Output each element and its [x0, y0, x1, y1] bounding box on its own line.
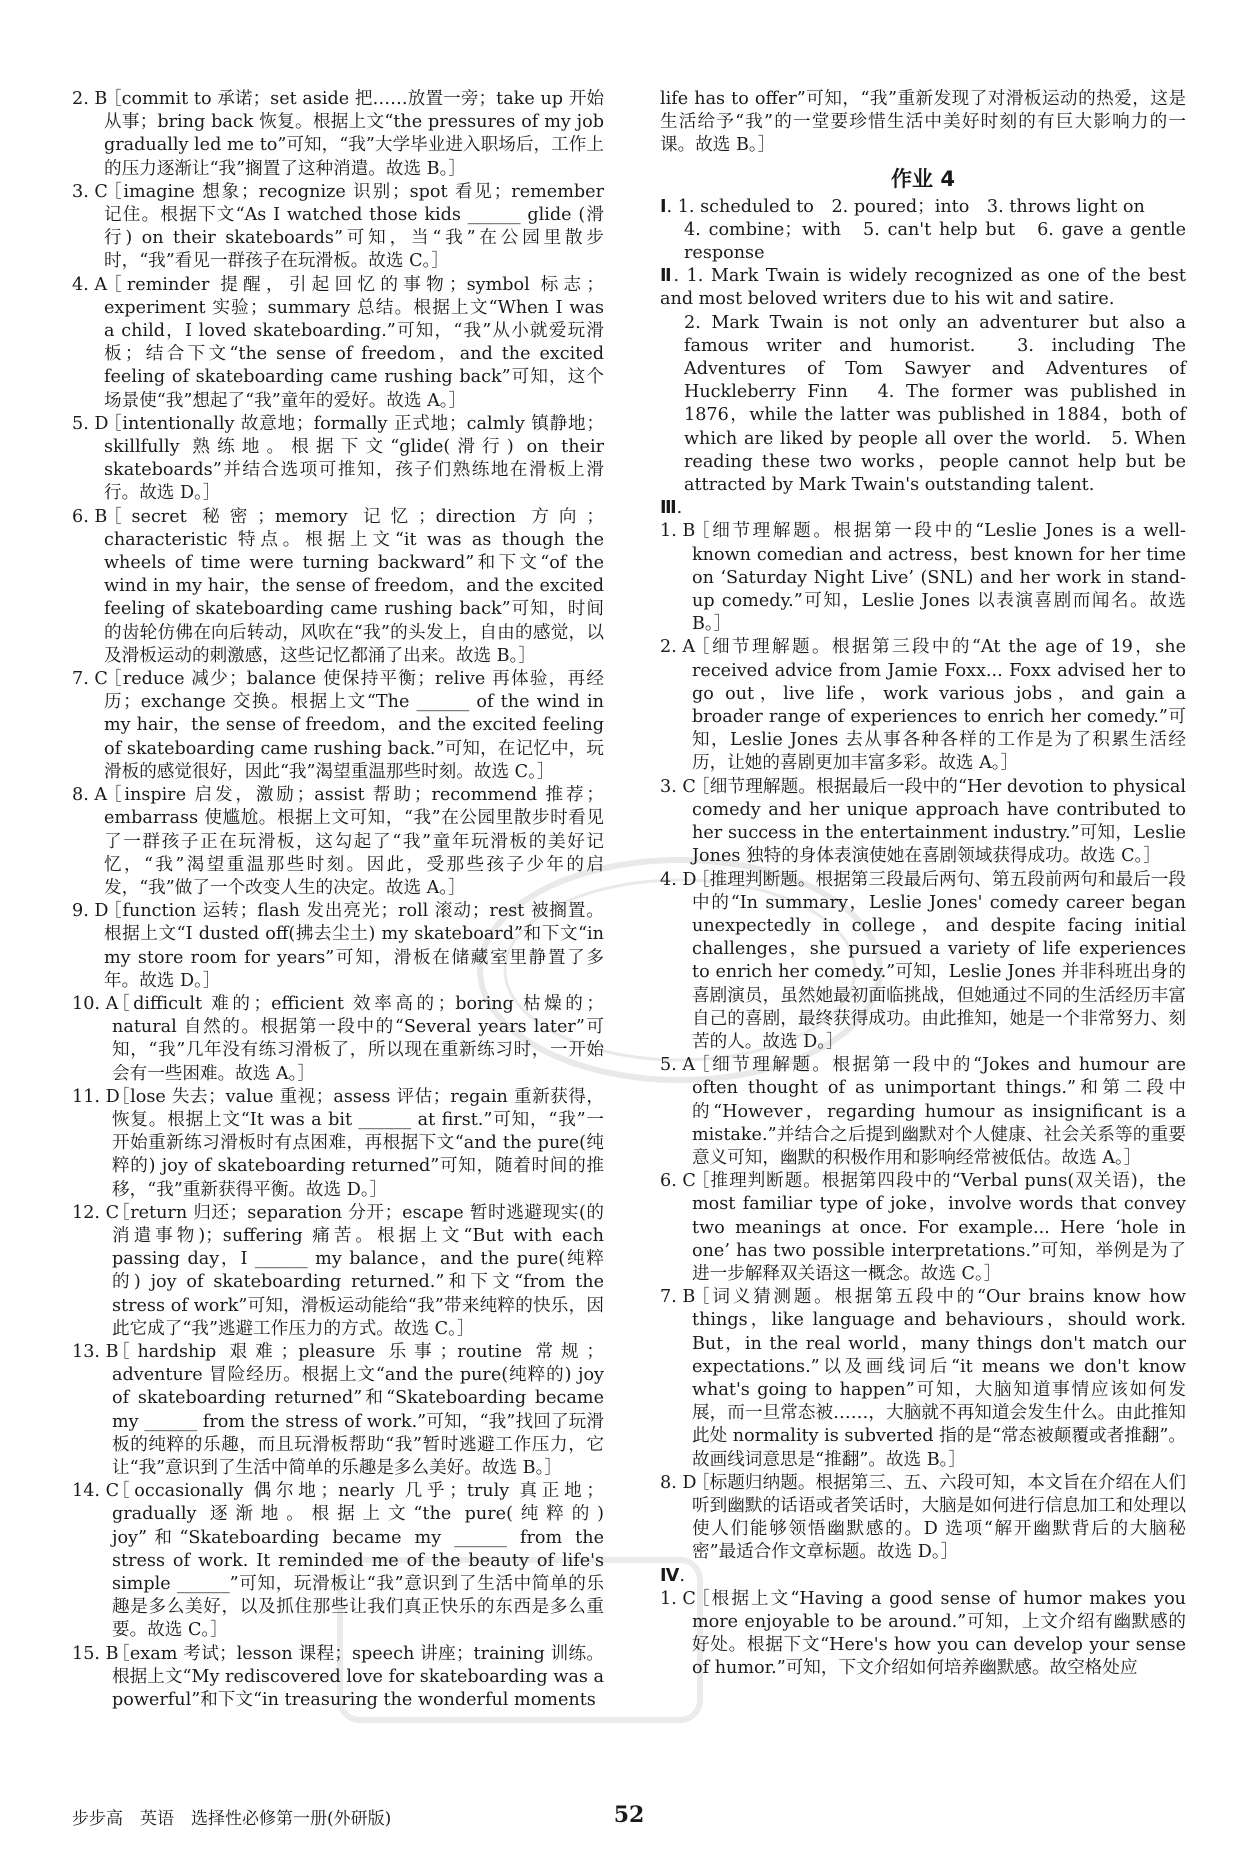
answer-explanation: ［细节理解题。根据第三段中的“At the age of 19，she received advice from Jamie Foxx... Foxx advised her to go out，live life，work various jobs，and gain a broader range of experiences to enrich her comedy.”可知，Leslie Jones 去从事各种各样的工作是为了积累生活经历，让她的喜剧更加丰富多彩。故选 A。］: [692, 637, 1186, 774]
answer-item: [72, 1341, 604, 1480]
answer-number: 12. C: [72, 1202, 120, 1223]
answer-item: [660, 776, 1186, 869]
answer-number: 10. A: [72, 993, 119, 1014]
answer-explanation: ［推理判断题。根据第三段最后两句、第五段前两句和最后一段中的“In summary，Leslie Jones' comedy career began unexpectedly in college，and despite facing initial challenges，she pursued a variety of life experiences to enrich her comedy.”可知，Leslie Jones 并非科班出身的喜剧演员，虽然她最初面临挑战，但她通过不同的生活经历丰富自己的喜剧，最终获得成功。由此推知，她是一个非常努力、刻苦的人。故选 D。］: [692, 869, 1186, 1052]
answer-explanation: ［推理判断题。根据第四段中的“Verbal puns(双关语)，the most familiar type of joke，involve words that convey two meanings at once. For example... Here ‘hole in one’ has two possible interpretations.”可知，举例是为了进一步解释双关语这一概念。故选 C。］: [692, 1171, 1186, 1284]
section-heading: 作业 4: [891, 166, 955, 191]
answer-number: 1. B: [660, 521, 696, 542]
answer-explanation: ［exam 考试；lesson 课程；speech 讲座；training 训练。根据上文“My rediscovered love for skateboarding was a powerful”和下文“in treasuring the wonderful moments: [112, 1643, 604, 1711]
answer-explanation: ［secret 秘密；memory 记忆；direction 方向；characteristic 特点。根据上文“it was as though the wheels of time were turning backward”和下文“of the wind in my hair，the sense of freedom，and the excited feeling of skateboarding came rushing back”可知，时间的齿轮仿佛在向后转动，风吹在“我”的头发上，自由的感觉，以及滑板运动的刺激感，这些记忆都涌了出来。故选 B。］: [104, 506, 604, 666]
section-1: [660, 196, 1186, 266]
answer-number: 13. B: [72, 1341, 119, 1362]
answer-item: [72, 88, 604, 181]
section-2-numeral: Ⅱ: [660, 266, 674, 287]
answer-explanation: ［function 运转；flash 发出亮光；roll 滚动；rest 被搁置。根据上文“I dusted off(拂去尘土) my skateboard”和下文“in my store room for years”可知，滑板在储藏室里静置了多年。故选 D。］: [104, 901, 604, 991]
answer-item: [72, 506, 604, 668]
answer-explanation: ［inspire 启发，激励；assist 帮助；recommend 推荐；embarrass 使尴尬。根据上文可知，“我”在公园里散步时看见了一群孩子正在玩滑板，这勾起了“我”童年玩滑板的美好记忆，“我”渴望重温那些时刻。因此，受那些孩子少年的启发，“我”做了一个改变人生的决定。故选 A。］: [104, 785, 604, 898]
answer-explanation: ［return 归还；separation 分开；escape 暂时逃避现实(的消遣事物)；suffering 痛苦。根据上文“But with each passing day，I ______ my balance，and the pure(纯粹的) joy of skateboarding returned.”和下文“from the stress of work”可知，滑板运动能给“我”带来纯粹的快乐，因此它成了“我”逃避工作压力的方式。故选 C。］: [112, 1202, 604, 1339]
answer-number: 8. D: [660, 1472, 697, 1493]
section-2-text: . 1. Mark Twain is widely recognized as one of the best and most beloved writers due to his wit and satire.: [660, 266, 1186, 310]
book-title: 步步高 英语 选择性必修第一册(外研版): [72, 1809, 392, 1829]
section-4-numeral: Ⅳ: [660, 1565, 680, 1586]
answer-explanation: ［occasionally 偶尔地；nearly 几乎；truly 真正地；gradually 逐渐地。根据上文“the pure(纯粹的) joy”和“Skateboarding became my ______ from the stress of work. It reminded me of the beauty of life's simple ______”可知，玩滑板让“我”意识到了生活中简单的乐趣是多么美好，以及抓住那些让我们真正快乐的东西是多么重要。故选 C。］: [112, 1481, 604, 1641]
section-2-text-2: 2. Mark Twain is not only an adventurer but also a famous writer and humorist. 3. including The Adventures of Tom Sawyer and Adventures of Huckleberry Finn 4. The former was published in 1876，while the latter was published in 1884，both of which are liked by people all over the world. 5. When reading these two works，people cannot help but be attracted by Mark Twain's outstanding talent.: [684, 312, 1186, 496]
section-3: Ⅲ. 1. B ［细节理解题。根据第一段中的“Leslie Jones is a well-known comedian and actress，best known for her time on ‘Saturday Night Live’ (SNL) and her work in stand-up comedy.”可知，Leslie Jones 以表演喜剧而闻名。故选 B。］ 2. A ［细节理解题。根据第三段中的“At the age of 19，she received advice from Jamie Foxx... Foxx advised her to go out，live life，work various jobs，and gain a broader range of experiences to enrich her comedy.”可知，Leslie Jones 去从事各种各样的工作是为了积累生活经历，让她的喜剧更加丰富多彩。故选 A。］ 3. C ［细节理解题。根据最后一段中的“Her devotion to physical comedy and her unique approach have contributed to her success in the entertainment industry.”可知，Leslie Jones 独特的身体表演使她在喜剧领域获得成功。故选 C。］ 4. D ［推理判断题。根据第三段最后两句、第五段前两句和最后一段中的“In summary，Leslie Jones' comedy career began unexpectedly in college，and despite facing initial challenges，she pursued a variety of life experiences to enrich her comedy.”可知，Leslie Jones 并非科班出身的喜剧演员，虽然她最初面临挑战，但她通过不同的生活经历丰富自己的喜剧，最终获得成功。由此推知，她是一个非常努力、刻苦的人。故选 D。］ 5. A ［细节理解题。根据第一段中的“Jokes and humour are often thought of as unimportant things.”和第二段中的“However，regarding humour as insignificant is a mistake.”并结合之后提到幽默对个人健康、社会关系等的重要意义可知，幽默的积极作用和影响经常被低估。故选 A。］ 6. C ［推理判断题。根据第四段中的“Verbal puns(双关语)，the most familiar type of joke，involve words that convey two meanings at once. For example... Here ‘hole in one’ has two possible interpretations.”可知，举例是为了进一步解释双关语这一概念。故选 C。］ 7. B ［词义猜测题。根据第五段中的“Our brains know how things，like language and behaviours，should work. But，in the real world，many things don't match our expectations.”以及画线词后“it means we don't know what's going to happen”可知，大脑知道事情应该如何发展，而一旦常态被……，大脑就不再知道会发生什么。由此推知此处 normality is subverted 指的是“常态被颠覆或者推翻”。故画线词意思是“推翻”。故选 B。］ 8. D ［标题归纳题。根据第三、五、六段可知，本文旨在介绍在人们听到幽默的话语或者笑话时，大脑是如何进行信息加工和处理以使人们能够领悟幽默感的。D 选项“解开幽默背后的大脑秘密”最适合作文章标题。故选 D。］: [660, 497, 1186, 1564]
answer-explanation: ［commit to 承诺；set aside 把……放置一旁；take up 开始从事；bring back 恢复。根据上文“the pressures of my job gradually led me to”可知，“我”大学毕业进入职场后，工作上的压力逐渐让“我”搁置了这种消遣。故选 B。］: [104, 89, 604, 179]
answer-number: 5. A: [660, 1055, 696, 1076]
left-column: [72, 88, 604, 1712]
answer-item: [72, 181, 604, 274]
answer-explanation: ［词义猜测题。根据第五段中的“Our brains know how things，like language and behaviours，should work. But，in the real world，many things don't match our expectations.”以及画线词后“it means we don't know what's going to happen”可知，大脑知道事情应该如何发展，而一旦常态被……，大脑就不再知道会发生什么。由此推知此处 normality is subverted 指的是“常态被颠覆或者推翻”。故画线词意思是“推翻”。故选 B。］: [692, 1287, 1186, 1470]
section-4: Ⅳ. 1. C ［根据上文“Having a good sense of humor makes you more enjoyable to be around.”可知，上文介绍有幽默感的好处。根据下文“Here's how you can develop your sense of humor.”可知，下文介绍如何培养幽默感。故空格处应: [660, 1565, 1186, 1681]
answer-item: [660, 520, 1186, 636]
answer-explanation: ［lose 失去；value 重视；assess 评估；regain 重新获得，恢复。根据上文“It was a bit ______ at first.”可知，“我”一开始重新练习滑板时有点困难，再根据下文“and the pure(纯粹的) joy of skateboarding returned”可知，随着时间的推移，“我”重新获得平衡。故选 D。］: [112, 1086, 604, 1200]
answer-explanation: ［细节理解题。根据第一段中的“Leslie Jones is a well-known comedian and actress，best known for her time on ‘Saturday Night Live’ (SNL) and her work in stand-up comedy.”可知，Leslie Jones 以表演喜剧而闻名。故选 B。］: [692, 521, 1186, 635]
answer-number: 7. B: [660, 1287, 696, 1308]
answer-item: [72, 993, 604, 1086]
answer-item: [72, 668, 604, 784]
answer-item: [72, 1202, 604, 1341]
answer-item: [72, 1643, 604, 1713]
page-number: 52: [613, 1802, 645, 1828]
answer-item: [72, 1086, 604, 1202]
answer-item: [72, 413, 604, 506]
right-column: [660, 88, 1186, 1681]
answer-number: 2. A: [660, 637, 696, 658]
answer-number: 5. D: [72, 413, 109, 434]
answer-number: 3. C: [72, 181, 108, 202]
answer-number: 15. B: [72, 1643, 119, 1664]
answer-explanation: ［细节理解题。根据最后一段中的“Her devotion to physical comedy and her unique approach have contributed to her success in the entertainment industry.”可知，Leslie Jones 独特的身体表演使她在喜剧领域获得成功。故选 C。］: [692, 776, 1186, 867]
continued-answer: life has to offer”可知，“我”重新发现了对滑板运动的热爱，这是生活给予“我”的一堂要珍惜生活中美好时刻的有巨大影响力的一课。故选 B。］: [660, 89, 1186, 156]
answer-item: [660, 1170, 1186, 1286]
answer-explanation: ［intentionally 故意地；formally 正式地；calmly 镇静地；skillfully 熟练地。根据下文“glide(滑行) on their skateboards”并结合选项可推知，孩子们熟练地在滑板上滑行。故选 D。］: [104, 413, 604, 504]
answer-item: [660, 1472, 1186, 1565]
answer-item: [72, 1480, 604, 1642]
answer-number: 2. B: [72, 89, 108, 109]
answer-item: [660, 636, 1186, 775]
section-1-line-2: 4. combine；with 5. can't help but 6. gave a gentle response: [684, 219, 1186, 264]
answer-item: [660, 1588, 1186, 1681]
answer-item: [660, 1054, 1186, 1170]
answer-item: [72, 900, 604, 993]
answer-explanation: ［细节理解题。根据第一段中的“Jokes and humour are often thought of as unimportant things.”和第二段中的“However，regarding humour as insignificant is a mistake.”并结合之后提到幽默对个人健康、社会关系等的重要意义可知，幽默的积极作用和影响经常被低估。故选 A。］: [692, 1055, 1186, 1168]
answer-number: 4. D: [660, 869, 697, 890]
answer-item: [72, 784, 604, 900]
answer-number: 11. D: [72, 1086, 120, 1107]
answer-explanation: ［hardship 艰难；pleasure 乐事；routine 常规；adventure 冒险经历。根据上文“and the pure(纯粹的) joy of skateboarding returned”和“Skateboarding became my ______ from the stress of work.”可知，“我”找回了玩滑板的纯粹的乐趣，而且玩滑板帮助“我”暂时逃避工作压力，它让“我”意识到了生活中简单的乐趣是多么美好。故选 B。］: [112, 1341, 604, 1478]
answer-number: 14. C: [72, 1481, 120, 1502]
answer-number: 9. D: [72, 901, 109, 922]
answer-number: 7. C: [72, 669, 108, 690]
answer-number: 6. B: [72, 506, 108, 527]
answer-explanation: ［reduce 减少；balance 使保持平衡；relive 再体验，再经历；exchange 交换。根据上文“The ______ of the wind in my hair，the sense of freedom，and the excited feeling of skateboarding came rushing back.”可知，在记忆中，玩滑板的感觉很好，因此“我”渴望重温那些时刻。故选 C。］: [104, 669, 604, 782]
section-1-numeral: Ⅰ: [660, 196, 667, 217]
answer-explanation: ［imagine 想象；recognize 识别；spot 看见；remember 记住。根据下文“As I watched those kids ______ glide (滑行) on their skateboards”可知，当“我”在公园里散步时，“我”看见一群孩子在玩滑板。故选 C。］: [104, 181, 604, 272]
answer-number: 4. A: [72, 274, 108, 295]
answer-item: [660, 1286, 1186, 1472]
answer-item: [660, 869, 1186, 1055]
answer-explanation: ［根据上文“Having a good sense of humor makes you more enjoyable to be around.”可知，上文介绍有幽默感的好处。根据下文“Here's how you can develop your sense of humor.”可知，下文介绍如何培养幽默感。故空格处应: [692, 1588, 1186, 1679]
answer-item: [72, 274, 604, 413]
answer-number: 6. C: [660, 1171, 696, 1192]
answer-explanation: ［标题归纳题。根据第三、五、六段可知，本文旨在介绍在人们听到幽默的话语或者笑话时，大脑是如何进行信息加工和处理以使人们能够领悟幽默感的。D 选项“解开幽默背后的大脑秘密”最适合作文章标题。故选 D。］: [692, 1472, 1186, 1563]
answer-number: 1. C: [660, 1588, 696, 1609]
answer-number: 8. A: [72, 785, 108, 806]
answer-explanation: ［difficult 难的；efficient 效率高的；boring 枯燥的；natural 自然的。根据第一段中的“Several years later”可知，“我”几年没有练习滑板了，所以现在重新练习时，一开始会有一些困难。故选 A。］: [112, 993, 604, 1084]
answer-explanation: ［reminder 提醒，引起回忆的事物；symbol 标志；experiment 实验；summary 总结。根据上文“When I was a child，I loved skateboarding.”可知，“我”从小就爱玩滑板；结合下文“the sense of freedom，and the excited feeling of skateboarding came rushing back”可知，这个场景使“我”想起了“我”童年的爱好。故选 A。］: [104, 274, 604, 411]
answer-number: 3. C: [660, 776, 696, 797]
section-2: [660, 265, 1186, 497]
section-1-line-1: . 1. scheduled to 2. poured；into 3. throws light on: [666, 196, 1145, 217]
section-3-numeral: Ⅲ: [660, 498, 677, 519]
